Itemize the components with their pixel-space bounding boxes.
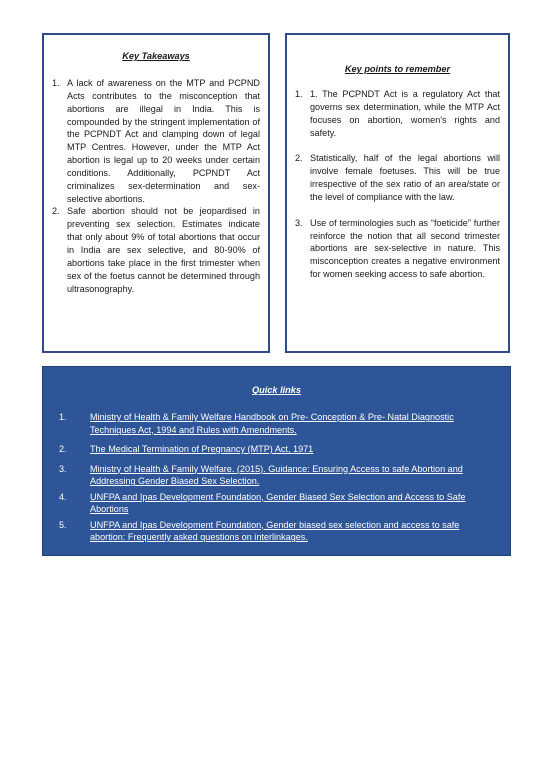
item-number: 4. bbox=[59, 491, 67, 502]
quick-links-title: Quick links bbox=[251, 385, 302, 395]
key-takeaways-title: Key Takeaways bbox=[122, 51, 190, 61]
list-item bbox=[295, 88, 500, 139]
key-points-title: Key points to remember bbox=[344, 64, 451, 74]
item-text: Use of terminologies such as “foeticide” further reinforce the notion that all second trimester abortions are sex-selective in nature. This misconception creates a negative environment for women seeking access to safe abortion. bbox=[310, 217, 500, 280]
key-points-box bbox=[285, 33, 510, 353]
item-number: 3. bbox=[295, 217, 303, 228]
quick-links-list bbox=[59, 411, 494, 544]
item-number: 1. bbox=[295, 89, 303, 99]
quick-link-2[interactable]: The Medical Termination of Pregnancy (MTP) Act, 1971 bbox=[90, 444, 314, 454]
item-number: 5. bbox=[59, 519, 67, 530]
item-text: Statistically, half of the legal abortions will involve female foetuses. This will be true irrespective of the sex ratio of an area/state or the level of compliance with the law. bbox=[310, 153, 500, 202]
quick-link-5[interactable]: UNFPA and Ipas Development Foundation, Gender biased sex selection and access to safe abortion: Frequently asked questions on interlinkages. bbox=[90, 519, 460, 542]
item-number: 2. bbox=[59, 444, 67, 454]
key-takeaways-box bbox=[42, 33, 270, 353]
quick-link-1[interactable]: Ministry of Health & Family Welfare Handbook on Pre- Conception & Pre- Natal Diagnostic Techniques Act, 1994 and Rules with Amendments. bbox=[90, 412, 454, 435]
list-item bbox=[59, 519, 494, 544]
key-points-list bbox=[295, 88, 500, 281]
quick-link-3[interactable]: Ministry of Health & Family Welfare. (2015). Guidance: Ensuring Access to safe Abortion and Addressing Gender Biased Sex Selection. bbox=[90, 463, 463, 486]
item-text: A lack of awareness on the MTP and PCPND Acts contributes to the misconception that abortions are illegal in India. This is compounded by the stringent implementation of the PCPNDT Act and clamping down of legal MTP Centres. However, under the MTP Act abortion is legal up to 20 weeks under certain conditions. Additionally, PCPNDT Act criminalizes sex-determination and sex-selective abortions. bbox=[67, 78, 260, 204]
list-item bbox=[59, 463, 494, 488]
item-number: 1. bbox=[52, 78, 60, 88]
item-number: 2. bbox=[52, 206, 60, 217]
item-number: 2. bbox=[295, 153, 303, 164]
list-item bbox=[295, 152, 500, 203]
list-item bbox=[59, 491, 494, 516]
key-takeaways-list bbox=[52, 77, 260, 295]
list-item bbox=[295, 217, 500, 281]
quick-links-panel bbox=[42, 366, 511, 556]
item-text: Safe abortion should not be jeopardised in preventing sex selection. Estimates indicate that only about 9% of total abortions that occur in India are sex selective, and 80-90% of abortions take place in the first trimester when sex of the foetus cannot be determined through ultrasonography. bbox=[67, 206, 260, 294]
list-item bbox=[52, 205, 260, 295]
quick-link-4[interactable]: UNFPA and Ipas Development Foundation, Gender Biased Sex Selection and Access to Safe Abortions bbox=[90, 491, 466, 514]
item-number: 1. bbox=[59, 412, 67, 422]
item-text: 1. The PCPNDT Act is a regulatory Act that governs sex determination, while the MTP Act focuses on abortion, women's rights and safety. bbox=[310, 89, 500, 138]
list-item bbox=[59, 443, 494, 456]
item-number: 3. bbox=[59, 463, 67, 474]
list-item bbox=[59, 411, 494, 436]
list-item bbox=[52, 77, 260, 205]
